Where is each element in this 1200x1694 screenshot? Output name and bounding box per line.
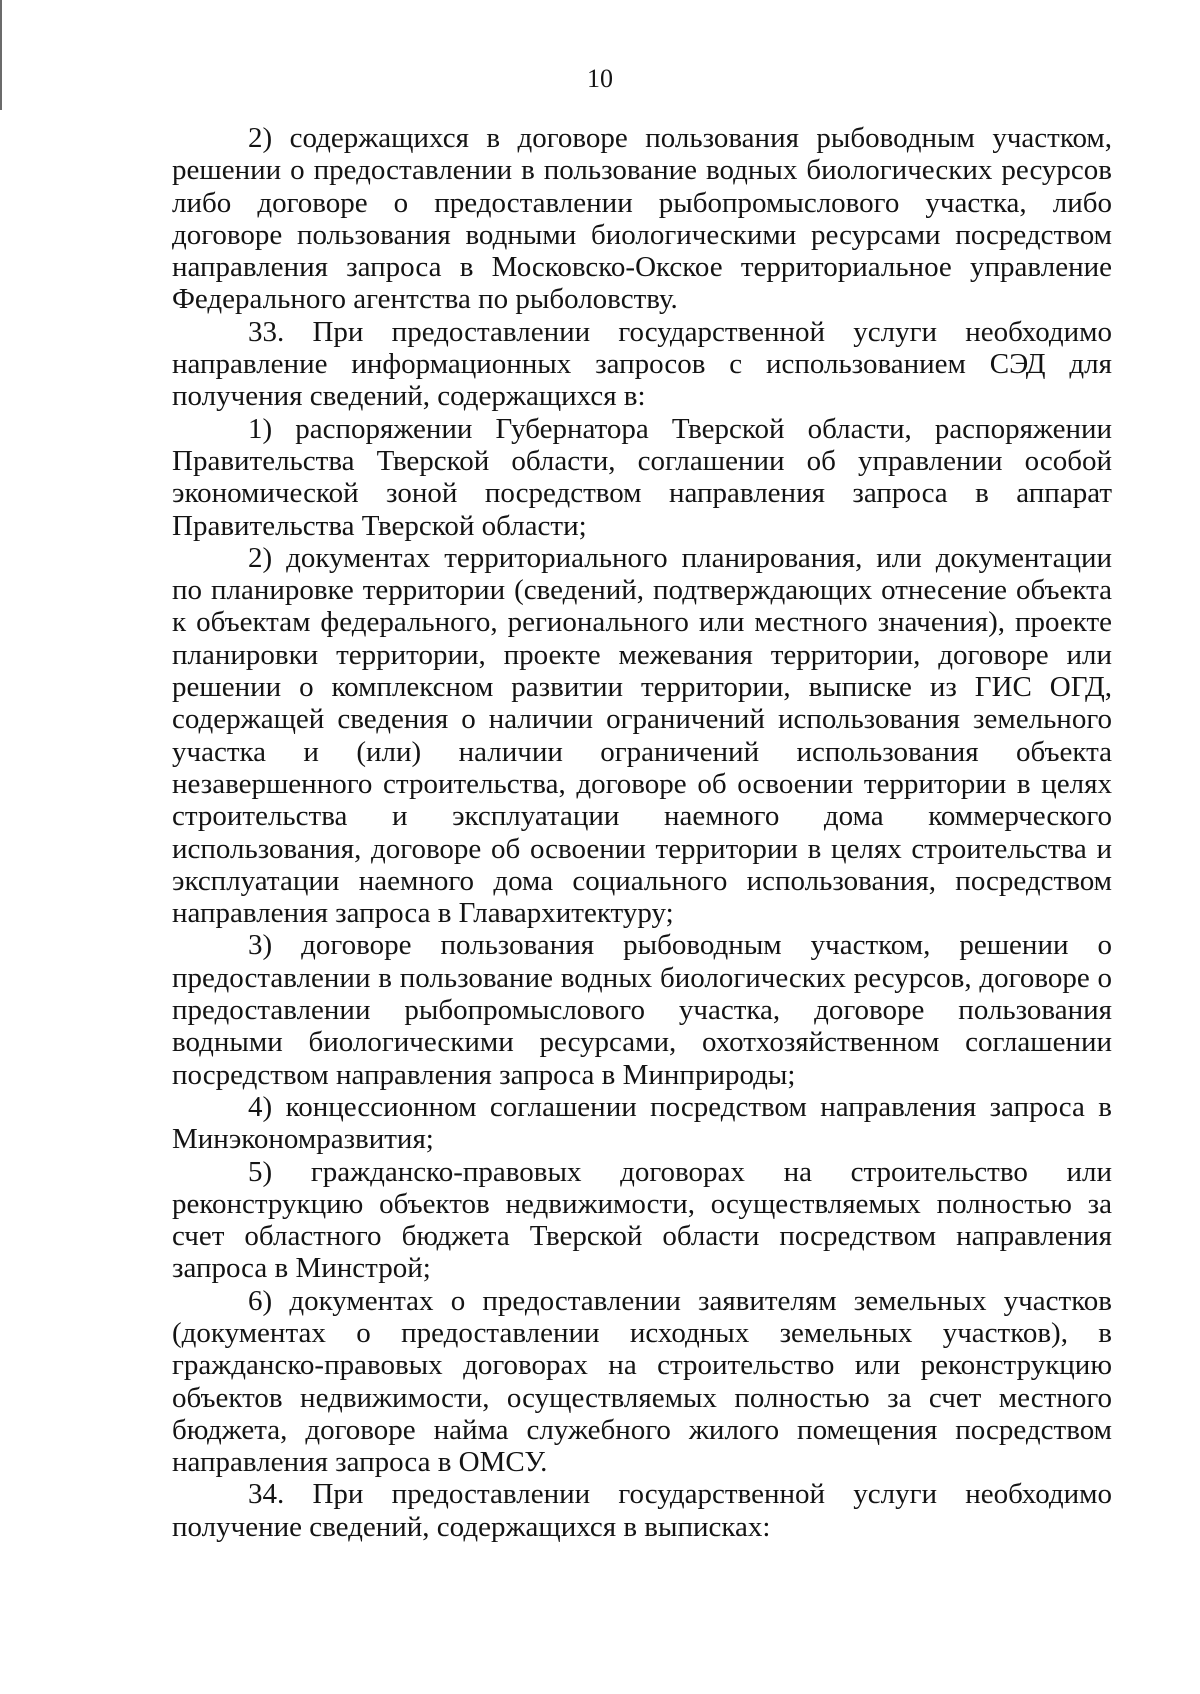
paragraph-item-5-civil-contracts: 5) гражданско-правовых договорах на строительство или реконструкцию объектов недвижимости, осуществляемых полностью за счет областного бюджета Тверской области посредством направления запроса в Минстрой; [172, 1155, 1112, 1285]
paragraph-item-4-concession: 4) концессионном соглашении посредством направления запроса в Минэкономразвития; [172, 1090, 1112, 1156]
page-number: 10 [587, 64, 613, 93]
paragraph-item-2-planning-documents: 2) документах территориального планирования, или документации по планировке территории (сведений, подтверждающих отнесение объекта к объектам федерального, регионального или местного значения), проекте планировки территории, проекте межевания территории, договоре или решении о комплексном развитии территории, выписке из ГИС ОГД, содержащей сведения о наличии ограничений использования земельного участка и (или) наличии ограничений использования объекта незавершенного строительства, договоре об освоении территории в целях строительства и эксплуатации наемного дома коммерческого использования, договоре об освоении территории в целях строительства и эксплуатации наемного дома социального использования, посредством направления запроса в Главархитектуру; [172, 541, 1112, 930]
paragraph-33-heading: 33. При предоставлении государственной услуги необходимо направление информационных запросов с использованием СЭД для получения сведений, содержащихся в: [172, 315, 1112, 413]
paragraph-item-6-land-documents: 6) документах о предоставлении заявителям земельных участков (документах о предоставлении исходных земельных участков), в гражданско-правовых договорах на строительство или реконструкцию объектов недвижимости, осуществляемых полностью за счет местного бюджета, договоре найма служебного жилого помещения посредством направления запроса в ОМСУ. [172, 1284, 1112, 1479]
document-body [172, 122, 1112, 1543]
paragraph-item-1-governor-order: 1) распоряжении Губернатора Тверской области, распоряжении Правительства Тверской области, соглашении об управлении особой экономической зоной посредством направления запроса в аппарат Правительства Тверской области; [172, 412, 1112, 542]
paragraph-item-3-fishery-agreement: 3) договоре пользования рыбоводным участком, решении о предоставлении в пользование водных биологических ресурсов, договоре о предоставлении рыбопромыслового участка, договоре пользования водными биологическими ресурсами, охотхозяйственном соглашении посредством направления запроса в Минприроды; [172, 929, 1112, 1091]
paragraph-34-heading: 34. При предоставлении государственной услуги необходимо получение сведений, содержащихся в выписках: [172, 1478, 1112, 1543]
paragraph-item-2-fishery: 2) содержащихся в договоре пользования рыбоводным участком, решении о предоставлении в пользование водных биологических ресурсов либо договоре о предоставлении рыбопромыслового участка, либо договоре пользования водными биологическими ресурсами посредством направления запроса в Московско-Окское территориальное управление Федерального агентства по рыболовству. [172, 122, 1112, 316]
